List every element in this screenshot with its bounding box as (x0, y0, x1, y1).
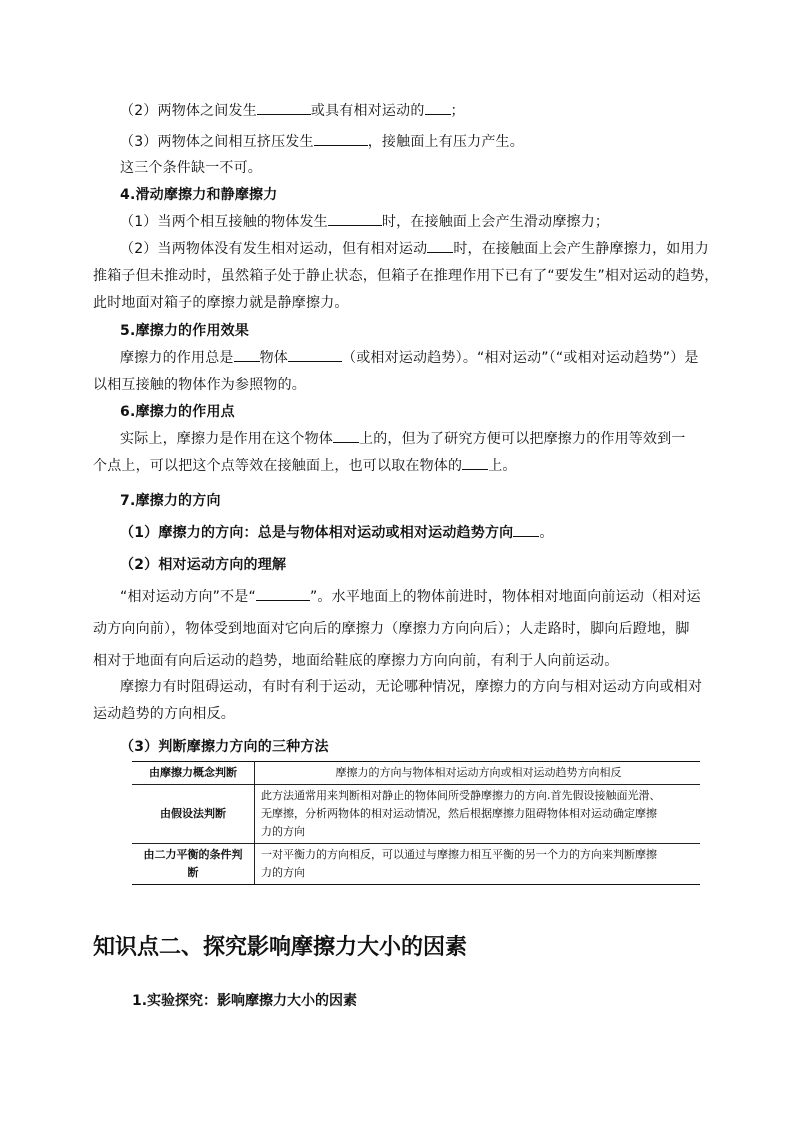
fill-blank[interactable] (256, 586, 310, 601)
s7-para-3: 动方向向前），物体受到地面对它向后的摩擦力（摩擦力方向向后）；人走路时，脚向后蹬地，脚 (93, 621, 690, 637)
method-name: 由假设法判断 (132, 785, 255, 844)
section-5-title: 5.摩擦力的作用效果 (120, 323, 250, 339)
s7-sub-3: （3）判断摩擦力方向的三种方法 (120, 739, 329, 755)
fill-blank[interactable] (427, 238, 453, 253)
fill-blank[interactable] (462, 455, 488, 470)
s6-para-2: 个点上，可以把这个点等效在接触面上，也可以取在物体的 上。 (93, 455, 517, 477)
s7-para-4: 相对于地面有向后运动的趋势，地面给鞋底的摩擦力方向向前，有利于人向前运动。 (93, 653, 619, 669)
method-name: 由二力平衡的条件判 断 (132, 844, 255, 885)
fill-blank[interactable] (513, 522, 539, 537)
direction-methods-table (132, 761, 700, 885)
s4-para-2: （2）当两物体没有发生相对运动，但有相对运动 时，在接触面上会产生静摩擦力，如用力 (120, 238, 709, 260)
s7-para-5: 摩擦力有时阻碍运动，有时有利于运动，无论哪种情况，摩擦力的方向与相对运动方向或相对 (120, 679, 703, 695)
fill-blank[interactable] (425, 100, 451, 115)
condition-note: 这三个条件缺一不可。 (120, 160, 262, 176)
table-row (132, 844, 700, 885)
condition-3: （3）两物体之间相互挤压发生 ，接触面上有压力产生。 (120, 131, 524, 153)
fill-blank[interactable] (234, 347, 260, 362)
fill-blank[interactable] (314, 131, 368, 146)
experiment-subtitle: 1.实验探究：影响摩擦力大小的因素 (132, 993, 358, 1009)
s6-para-1: 实际上，摩擦力是作用在这个物体 上的，但为了研究方便可以把摩擦力的作用等效到一 (120, 428, 686, 450)
s5-para-1: 摩擦力的作用总是 物体 （或相对运动趋势）。“相对运动”（“或相对运动趋势”）是 (120, 347, 699, 369)
fill-blank[interactable] (288, 347, 342, 362)
s7-para-1: （1）摩擦力的方向：总是与物体相对运动或相对运动趋势方向 。 (120, 522, 554, 544)
s7-sub-2: （2）相对运动方向的理解 (120, 557, 287, 573)
s4-para-2-end: 此时地面对箱子的摩擦力就是静摩擦力。 (93, 295, 349, 311)
s7-para-6: 运动趋势的方向相反。 (93, 706, 235, 722)
condition-2: （2）两物体之间发生 或具有相对运动的 ； (120, 100, 465, 122)
method-name: 由摩擦力概念判断 (132, 762, 255, 785)
fill-blank[interactable] (257, 100, 311, 115)
s7-para-2: “相对运动方向”不是“ ”。水平地面上的物体前进时，物体相对地面向前运动（相对运 (120, 586, 701, 608)
s4-para-2-cont: 推箱子但未推动时，虽然箱子处于静止状态，但箱子在推理作用下已有了“要发生”相对运动的趋势， (93, 268, 719, 284)
table-row (132, 762, 700, 785)
section-7-title: 7.摩擦力的方向 (120, 493, 221, 509)
knowledge-point-2-heading: 知识点二、探究影响摩擦力大小的因素 (93, 935, 468, 960)
s5-para-2: 以相互接触的物体作为参照物的。 (93, 377, 306, 393)
method-desc: 摩擦力的方向与物体相对运动方向或相对运动趋势方向相反 (255, 762, 701, 785)
method-desc: 此方法通常用来判断相对静止的物体间所受静摩擦力的方向.首先假设接触面光滑、 无摩擦，分析两物体的相对运动情况，然后根据摩擦力阻碍物体相对运动确定摩擦 力的方向 (255, 785, 701, 844)
section-6-title: 6.摩擦力的作用点 (120, 404, 235, 420)
method-desc: 一对平衡力的方向相反，可以通过与摩擦力相互平衡的另一个力的方向来判断摩擦 力的方向 (255, 844, 701, 885)
fill-blank[interactable] (328, 211, 382, 226)
fill-blank[interactable] (333, 428, 359, 443)
table-row (132, 785, 700, 844)
section-4-title: 4.滑动摩擦力和静摩擦力 (120, 187, 278, 203)
s4-para-1: （1）当两个相互接触的物体发生 时，在接触面上会产生滑动摩擦力； (120, 211, 609, 233)
